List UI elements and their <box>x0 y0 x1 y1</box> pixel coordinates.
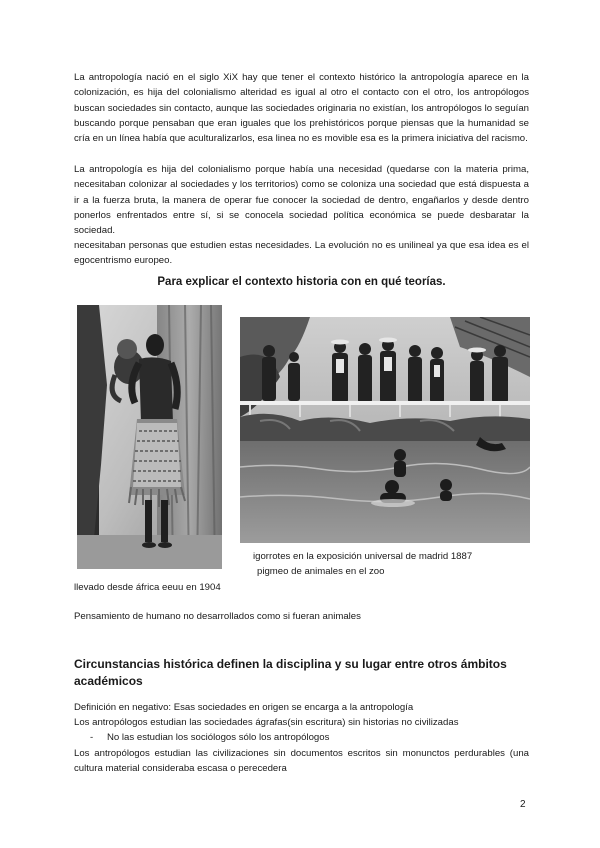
caption-pigmeo: pigmeo de animales en el zoo <box>257 566 385 577</box>
paragraph-civilizaciones: Los antropólogos estudian las civilizaciones sin documentos escritos sin monunctos perdurables (una cultura material consideraba escasa o perecedera <box>74 748 529 775</box>
text-antropologos-agrafas: Los antropólogos estudian las sociedades ágrafas(sin escritura) sin historias no civilizadas <box>74 717 459 728</box>
paragraph-hija-colonialismo: La antropología es hija del colonialismo porque había una necesidad (quedarse con la materia prima, necesitaban colonizar al sociedades y los territorios) como se coloniza una sociedad que está dispuesta a ir a la fuerza bruta, la manera de operar fue conocer la sociedad de dentro, engañarlos y desde dentro ponerlos enfrentados entre sí, si se conocela sociedad política económica se puede desbaratar la sociedad. <box>74 164 529 237</box>
paragraph-evolucion: necesitaban personas que estudien estas necesidades. La evolución no es unilineal ya que esa idea es el egocentrismo europeo. <box>74 240 529 267</box>
text-pensamiento: Pensamiento de humano no desarrollados como si fueran animales <box>74 611 361 622</box>
paragraph-origen-antropologia: La antropología nació en el siglo XiX hay que tener el contexto histórico la antropología aparece en la colonización, es hija del colonialismo alteridad es igual al otro el contacto con el otro, los antropólogos buscan sociedades sin contacto, aunque las sociedades originaria no existían, los antropólogos lo seguían buscando porque pensaban que eran iguales que los prehistóricos porque piensas que la humanidad se cría en un línea había que aculturalizarlos, esa linea no es movible esa es la primera iniciativa del racismo. <box>74 72 529 145</box>
bullet-dash: - <box>90 732 94 743</box>
photo-man-with-monkey <box>77 305 222 569</box>
caption-llevado: llevado desde áfrica eeuu en 1904 <box>74 582 221 593</box>
section-subtitle: Para explicar el contexto historia con en qué teorías. <box>157 276 446 288</box>
page-number: 2 <box>520 799 526 810</box>
text-definicion: Definición en negativo: Esas sociedades en origen se encarga a la antropología <box>74 702 414 713</box>
photo-igorrotes-exposicion <box>240 317 530 543</box>
section-heading: Circunstancias histórica definen la disciplina y su lugar entre otros ámbitos académicos <box>74 657 507 688</box>
bullet-text: No las estudian los sociólogos sólo los antropólogos <box>107 732 330 743</box>
list-item <box>90 732 329 743</box>
caption-igorrotes: igorrotes en la exposición universal de madrid 1887 <box>253 551 473 562</box>
